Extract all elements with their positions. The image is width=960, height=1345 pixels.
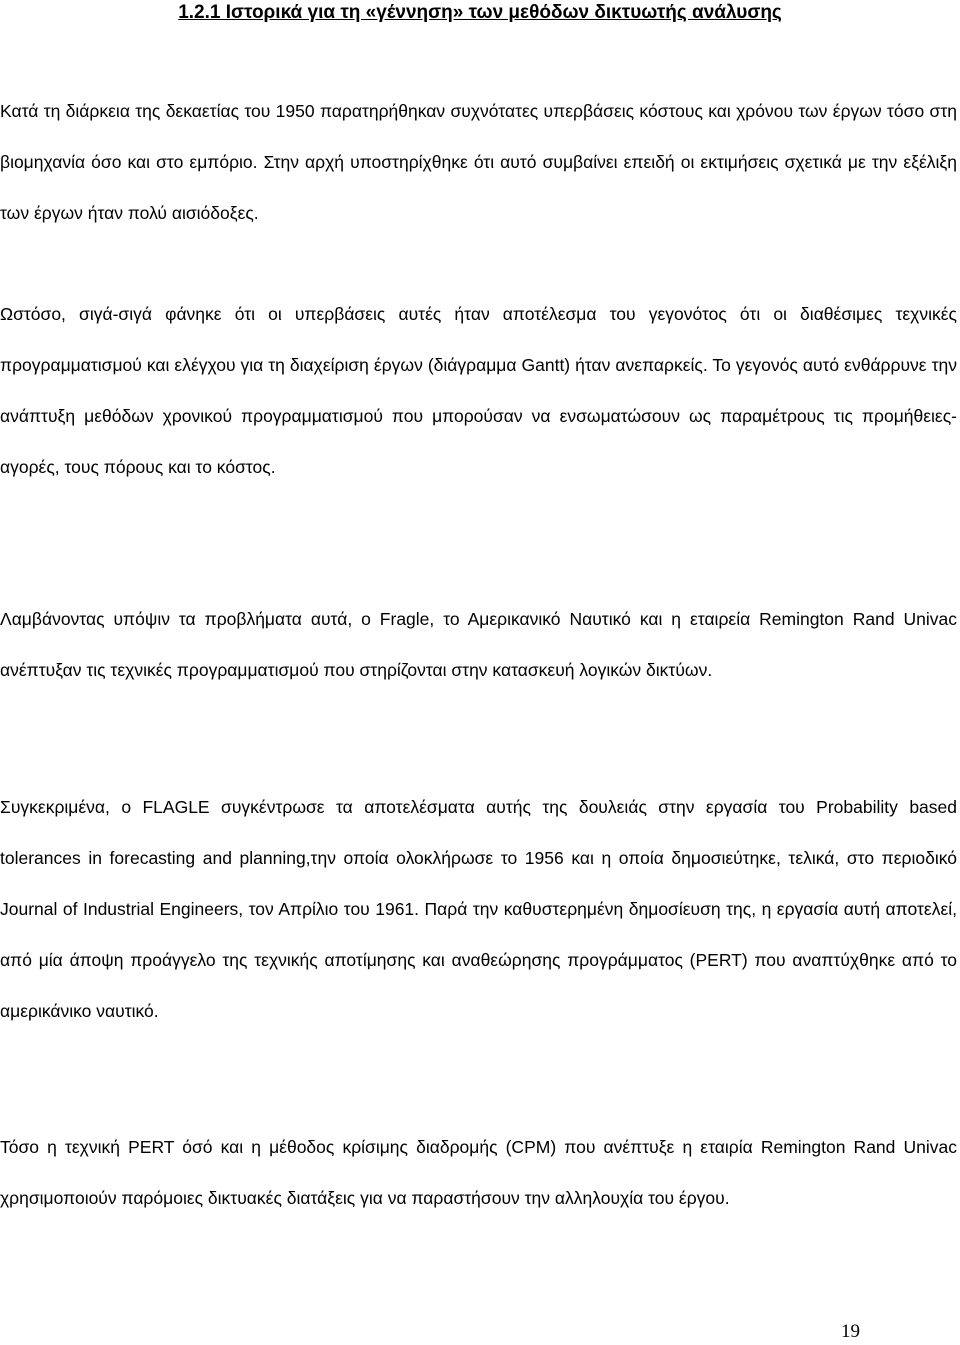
page-number: 19 (841, 1321, 860, 1342)
section-heading: 1.2.1 Ιστορικά για τη «γέννηση» των μεθόδων δικτυωτής ανάλυσης (178, 2, 782, 23)
paragraph-inadequate-techniques: Ωστόσο, σιγά-σιγά φάνηκε ότι οι υπερβάσεις αυτές ήταν αποτέλεσμα του γεγονότος ότι οι διαθέσιμες τεχνικές προγραμματισμού και ελέγχου για τη διαχείριση έργων (διάγραμμα Gantt) ήταν ανεπαρκείς. Το γεγονός αυτό ενθάρρυνε την ανάπτυξη μεθόδων χρονικού προγραμματισμού που μπορούσαν να ενσωματώσουν ως παραμέτρους τις προμήθειες-αγορές, τους πόρους και το κόστος. (0, 304, 957, 477)
paragraph-cost-overruns: Κατά τη διάρκεια της δεκαετίας του 1950 παρατηρήθηκαν συχνότατες υπερβάσεις κόστους και χρόνου των έργων τόσο στη βιομηχανία όσο και στο εμπόριο. Στην αρχή υποστηρίχθηκε ότι αυτό συμβαίνει επειδή οι εκτιμήσεις σχετικά με την εξέλιξη των έργων ήταν πολύ αισιόδοξες. (0, 101, 957, 223)
paragraph-flagle-work: Συγκεκριμένα, ο FLAGLE συγκέντρωσε τα αποτελέσματα αυτής της δουλειάς στην εργασία του Probability based tolerances in forecasting and planning,την οποία ολοκλήρωσε το 1956 και η οποία δημοσιεύτηκε, τελικά, στο περιοδικό Journal of Industrial Engineers, τον Απρίλιο του 1961. Παρά την καθυστερημένη δημοσίευση της, η εργασία αυτή αποτελεί, από μία άποψη προάγγελο της τεχνικής αποτίμησης και αναθεώρησης προγράμματος (PERT) που αναπτύχθηκε από το αμερικάνικο ναυτικό. (0, 797, 957, 1021)
paragraph-network-development: Λαμβάνοντας υπόψιν τα προβλήματα αυτά, ο Fragle, το Αμερικανικό Ναυτικό και η εταιρεία Remington Rand Univac ανέπτυξαν τις τεχνικές προγραμματισμού που στηρίζονται στην κατασκευή λογικών δικτύων. (0, 609, 957, 680)
paragraph-pert-cpm: Τόσο η τεχνική PERT όσό και η μέθοδος κρίσιμης διαδρομής (CPM) που ανέπτυξε η εταιρία Remington Rand Univac χρησιμοποιούν παρόμοιες δικτυακές διατάξεις για να παραστήσουν την αλληλουχία του έργου. (0, 1137, 957, 1208)
